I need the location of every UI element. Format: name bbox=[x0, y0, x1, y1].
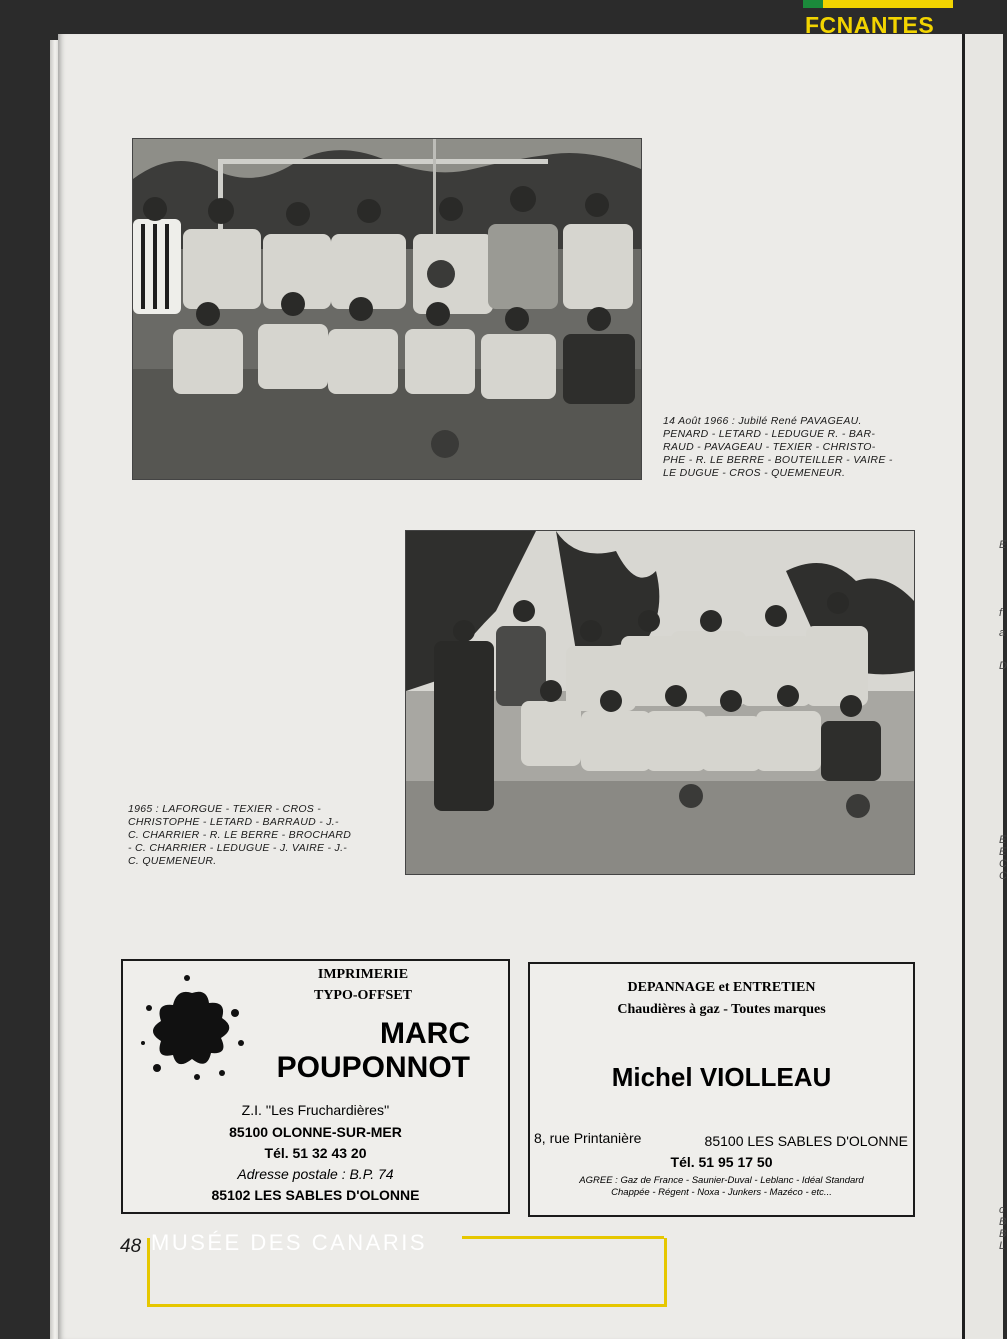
caption-line: RAUD - PAVAGEAU - TEXIER - CHRISTO- bbox=[663, 441, 876, 453]
caption-line: C. QUEMENEUR. bbox=[128, 855, 217, 867]
page-number: 48 bbox=[120, 1236, 142, 1257]
ad-name-last: POUPONNOT bbox=[276, 1051, 470, 1084]
team-photo-1966 bbox=[132, 138, 642, 480]
caption-line: PENARD - LETARD - LEDUGUE R. - BAR- bbox=[663, 428, 876, 440]
ink-splash-icon bbox=[137, 973, 247, 1083]
ad-city: 85100 LES SABLES D'OLONNE bbox=[704, 1133, 908, 1149]
logo-text: FCNANTES bbox=[805, 12, 935, 38]
fcnantes-logo bbox=[803, 0, 953, 40]
team-photo-1965 bbox=[405, 530, 915, 875]
ad-postal-city: 85102 LES SABLES D'OLONNE bbox=[211, 1187, 420, 1203]
footer-frame bbox=[147, 1238, 667, 1307]
ad-heading-2: Chaudières à gaz - Toutes marques bbox=[617, 1002, 826, 1017]
caption-line: LE DUGUE - CROS - QUEMENEUR. bbox=[663, 467, 846, 479]
caption-line: PHE - R. LE BERRE - BOUTEILLER - VAIRE - bbox=[663, 454, 893, 466]
ad-heading-1: DEPANNAGE et ENTRETIEN bbox=[627, 980, 816, 995]
ad-city: 85100 OLONNE-SUR-MER bbox=[229, 1124, 402, 1140]
adjacent-text-fragment: D bbox=[999, 660, 1007, 672]
logo-yellow-bar bbox=[803, 0, 953, 8]
caption-line: 1965 : LAFORGUE - TEXIER - CROS - bbox=[128, 803, 322, 815]
ad-heading-1: IMPRIMERIE bbox=[317, 967, 409, 982]
adjacent-text-fragment: f bbox=[999, 607, 1003, 619]
caption-line: 14 Août 1966 : Jubilé René PAVAGEAU. bbox=[663, 415, 862, 427]
photo-caption-1966 bbox=[663, 415, 933, 480]
museum-label: MUSÉE DES CANARIS bbox=[151, 1230, 427, 1255]
adjacent-text-fragment: E bbox=[999, 539, 1007, 551]
caption-line: C. CHARRIER - R. LE BERRE - BROCHARD bbox=[128, 829, 352, 841]
ad-phone: Tél. 51 95 17 50 bbox=[670, 1154, 773, 1170]
photo-caption-1965 bbox=[128, 803, 390, 868]
adjacent-text-fragment: a bbox=[999, 627, 1006, 639]
caption-line: CHRISTOPHE - LETARD - BARRAUD - J.- bbox=[128, 816, 339, 828]
ad-agree-line-2: Chappée - Régent - Noxa - Junkers - Mazéco - etc... bbox=[611, 1187, 832, 1198]
adjacent-page bbox=[962, 34, 1007, 1339]
ad-heading-2: TYPO-OFFSET bbox=[313, 988, 412, 1003]
ad-street: 8, rue Printanière bbox=[534, 1130, 642, 1146]
ad-agree-line-1: AGREE : Gaz de France - Saunier-Duval - Leblanc - Idéal Standard bbox=[579, 1175, 864, 1186]
ad-imprimerie-pouponnot bbox=[121, 959, 510, 1214]
logo-green-bar bbox=[803, 0, 823, 8]
adjacent-text-fragment: c B B L bbox=[999, 1204, 1007, 1252]
ad-address: Z.I. ''Les Fruchardières'' bbox=[241, 1102, 390, 1118]
ad-michel-violleau bbox=[528, 962, 915, 1217]
ad-phone: Tél. 51 32 43 20 bbox=[264, 1145, 367, 1161]
ad-postal: Adresse postale : B.P. 74 bbox=[237, 1166, 394, 1182]
ad-name: Michel VIOLLEAU bbox=[611, 1062, 832, 1092]
adjacent-text-fragment: E E C C bbox=[999, 834, 1007, 882]
caption-line: - C. CHARRIER - LEDUGUE - J. VAIRE - J.- bbox=[128, 842, 348, 854]
ad-name-first: MARC bbox=[380, 1017, 470, 1050]
